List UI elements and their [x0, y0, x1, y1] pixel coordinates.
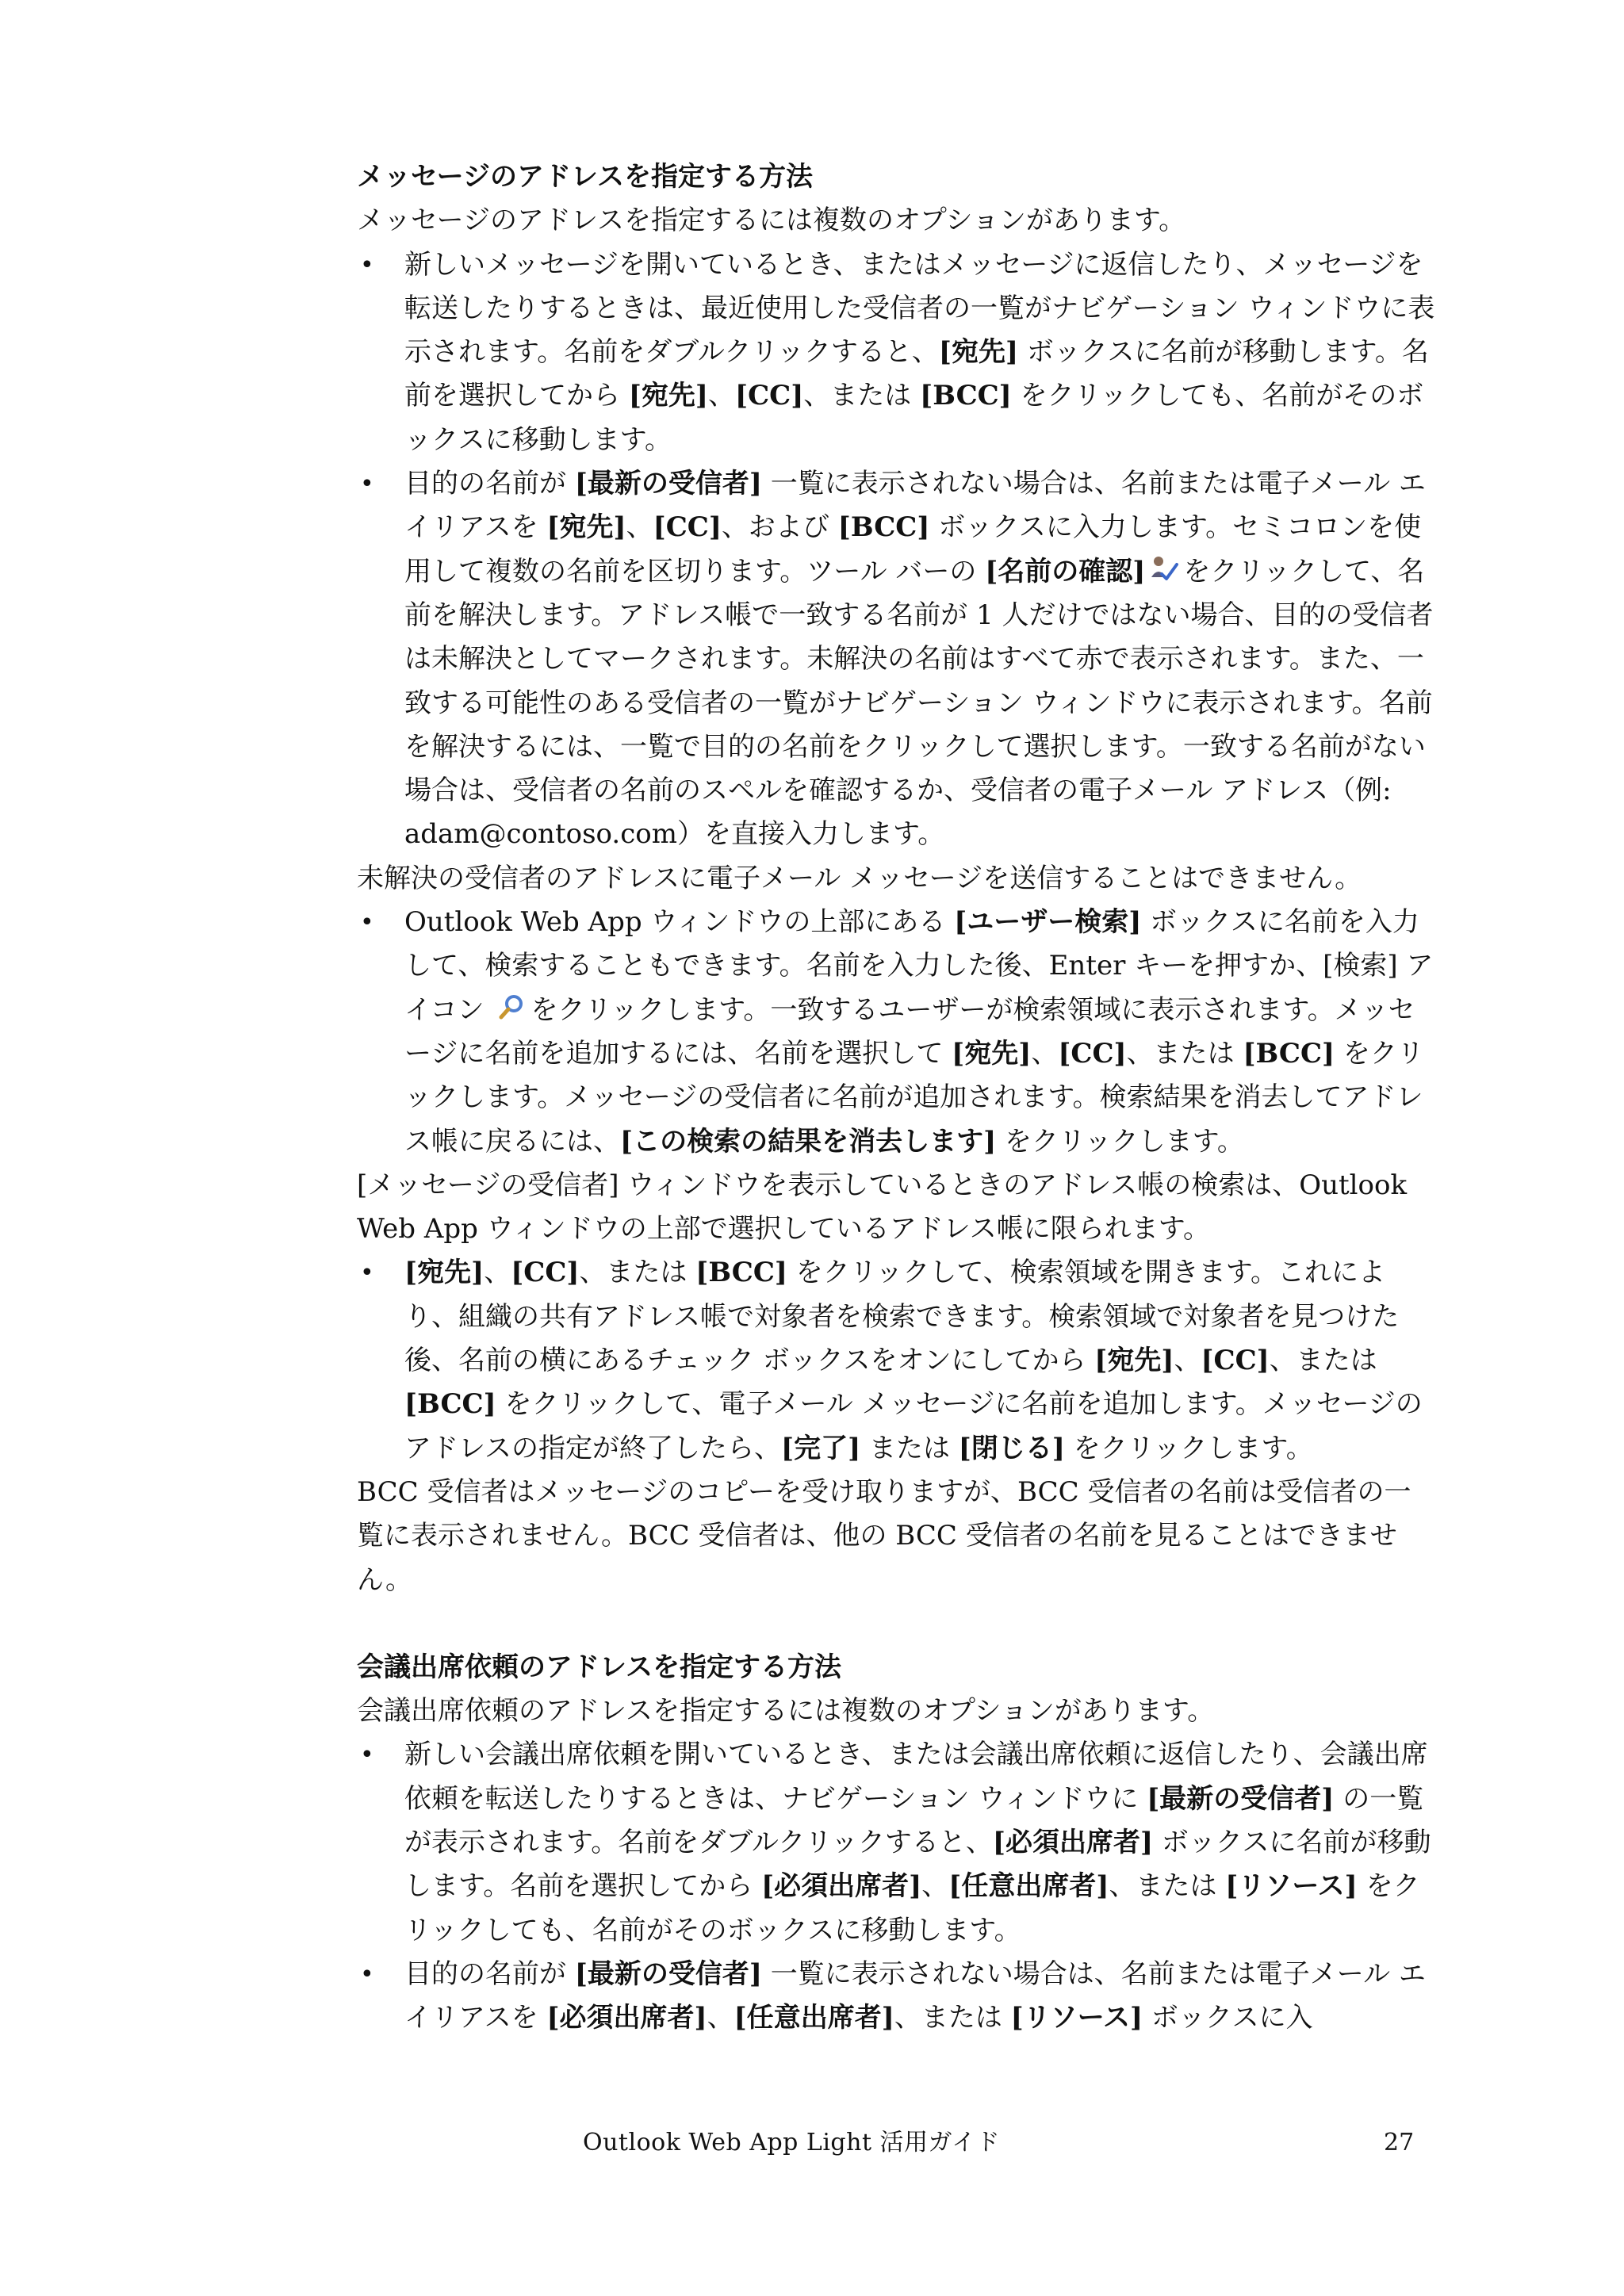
bullet-list: [357, 1251, 1435, 1470]
text-run: をクリックします。: [1064, 1432, 1313, 1464]
ui-term-cc: [CC]: [735, 380, 804, 412]
section-heading: メッセージのアドレスを指定する方法: [357, 161, 813, 193]
text-run: をクリックして、検索領域を開きます。これにより、組織の共有アドレス帳で対象者を検索できます。検索領域で対象者を見つけた後、名前の横にあるチェック ボックスをオンにしてから: [404, 1257, 1400, 1377]
text-run: 、: [1031, 1037, 1059, 1070]
ui-term-cc: [CC]: [1201, 1345, 1270, 1377]
text-run: 、または: [1126, 1037, 1243, 1070]
text-run: をクリックします。: [996, 1125, 1244, 1158]
list-item: [357, 901, 1435, 1164]
section-heading: 会議出席依頼のアドレスを指定する方法: [357, 1651, 841, 1683]
text-run: 、または: [1269, 1345, 1377, 1377]
bullet-list: [357, 243, 1435, 857]
text-run: の一覧が表示されます。名前をダブルクリックすると、: [404, 1782, 1424, 1858]
ui-term-check-names: [名前の確認]: [985, 555, 1146, 587]
text-run: 、または: [1109, 1870, 1226, 1903]
ui-term-required: [必須出席者]: [761, 1870, 922, 1903]
text-run: ボックスに名前が移動します。名前を選択してから: [404, 336, 1429, 412]
text-run: ボックスに入力します。セミコロンを使用して複数の名前を区切ります。ツール バーの: [404, 511, 1422, 587]
ui-term-bcc: [BCC]: [695, 1257, 787, 1289]
text-run: をクリックしても、名前がそのボックスに移動します。: [404, 380, 1424, 456]
ui-term-recent: [最新の受信者]: [574, 1957, 762, 1990]
section-spacer: [357, 1602, 1435, 1646]
note-address-book: [メッセージの受信者] ウィンドウを表示しているときのアドレス帳の検索は、Outlook Web App ウィンドウの上部で選択しているアドレス帳に限られます。: [357, 1169, 1408, 1246]
text-run: 、: [708, 380, 735, 412]
ui-term-cc: [CC]: [511, 1257, 580, 1289]
bullet-list: [357, 901, 1435, 1164]
ui-term-resources: [リソース]: [1010, 2002, 1143, 2034]
text-run: 一覧に表示されない場合は、名前または電子メール エイリアスを: [404, 468, 1426, 544]
list-item: [357, 1251, 1435, 1470]
ui-term-find-someone: [ユーザー検索]: [954, 906, 1142, 939]
text-run: をクリックします。メッセージの受信者に名前が追加されます。検索結果を消去してアドレス帳に戻るには、: [404, 1037, 1424, 1158]
text-run: 目的の名前が: [404, 468, 575, 500]
list-item: [357, 1733, 1435, 1952]
list-item: [357, 1953, 1435, 2041]
ui-term-to: [宛先]: [952, 1037, 1032, 1070]
ui-term-required: [必須出席者]: [546, 2002, 707, 2034]
text-run: 、または: [803, 380, 921, 412]
bullet-list: [357, 1733, 1435, 2040]
ui-term-optional: [任意出席者]: [733, 2002, 894, 2034]
text-run: ボックスに名前が移動します。名前を選択してから: [404, 1826, 1431, 1903]
text-run: 一覧に表示されない場合は、名前または電子メール エイリアスを: [404, 1957, 1426, 2034]
text-run: ボックスに名前を入力して、検索することもできます。名前を入力した後、Enter キーを押すか、[検索] アイコン: [404, 906, 1434, 1026]
text-run: 新しい会議出席依頼を開いているとき、または会議出席依頼に返信したり、会議出席依頼を転送したりするときは、ナビゲーション ウィンドウに: [404, 1739, 1428, 1815]
text-run: Outlook Web App ウィンドウの上部にある: [404, 906, 955, 939]
list-item: [357, 243, 1435, 462]
text-run: 、: [921, 1870, 949, 1903]
text-run: または: [860, 1432, 959, 1464]
text-run: をクリックして、名前を解決します。アドレス帳で一致する名前が 1 人だけではない場合、目的の受信者は未解決としてマークされます。未解決の名前はすべて赤で表示されます。また、一致する可能性のある受信者の一覧がナビゲーション ウィンドウに表示されます。名前を解決するには、一覧で目的の名前をクリックして選択します。一致する名前がない場合は、受信者の名前のスペルを確認するか、受信者の電子メール アドレス（例: adam@contoso.com）を直接入力します。: [404, 555, 1434, 851]
ui-term-recent: [最新の受信者]: [1147, 1782, 1335, 1815]
section-intro: 会議出席依頼のアドレスを指定するには複数のオプションがあります。: [357, 1695, 1215, 1728]
text-run: 、または: [894, 2002, 1011, 2034]
ui-term-close: [閉じる]: [958, 1432, 1065, 1464]
check-names-icon: [1148, 553, 1180, 585]
footer-title: Outlook Web App Light 活用ガイド: [583, 2129, 1001, 2156]
ui-term-optional: [任意出席者]: [948, 1870, 1109, 1903]
note-unresolved: 未解決の受信者のアドレスに電子メール メッセージを送信することはできません。: [357, 862, 1362, 894]
text-run: 、: [707, 2002, 734, 2034]
section-intro: メッセージのアドレスを指定するには複数のオプションがあります。: [357, 205, 1186, 237]
ui-term-to: [宛先]: [1094, 1345, 1174, 1377]
list-item: [357, 462, 1435, 857]
ui-term-to: [宛先]: [938, 336, 1019, 369]
page-number: 27: [1384, 2129, 1415, 2156]
text-run: 新しいメッセージを開いているとき、またはメッセージに返信したり、メッセージを転送したりするときは、最近使用した受信者の一覧がナビゲーション ウィンドウに表示されます。名前をダブルクリックすると、: [404, 248, 1435, 369]
text-run: をクリックしても、名前がそのボックスに移動します。: [404, 1870, 1420, 1946]
text-run: 目的の名前が: [404, 1957, 575, 1990]
text-run: をクリックして、電子メール メッセージに名前を追加します。メッセージのアドレスの指定が終了したら、: [404, 1388, 1423, 1464]
text-run: 、: [484, 1257, 511, 1289]
ui-term-cc: [CC]: [653, 511, 722, 544]
text-run: をクリックします。一致するユーザーが検索領域に表示されます。メッセージに名前を追加するには、名前を選択して: [404, 993, 1415, 1070]
ui-term-bcc: [BCC]: [404, 1388, 496, 1421]
text-run: 、: [1174, 1345, 1201, 1377]
ui-term-bcc: [BCC]: [837, 511, 930, 544]
ui-term-to: [宛先]: [628, 380, 708, 412]
page-content: [357, 155, 1435, 2040]
text-run: 、: [626, 511, 653, 544]
text-run: ボックスに入: [1143, 2002, 1313, 2034]
ui-term-bcc: [BCC]: [920, 380, 1012, 412]
ui-term-cc: [CC]: [1058, 1037, 1127, 1070]
text-run: 、および: [721, 511, 838, 544]
search-magnifier-icon: [496, 992, 527, 1024]
note-bcc: BCC 受信者はメッセージのコピーを受け取りますが、BCC 受信者の名前は受信者の一覧に表示されません。BCC 受信者は、他の BCC 受信者の名前を見ることはできません。: [357, 1475, 1411, 1596]
ui-term-clear-results: [この検索の結果を消去します]: [620, 1125, 997, 1158]
text-run: 、または: [579, 1257, 696, 1289]
ui-term-to: [宛先]: [404, 1257, 485, 1289]
ui-term-recent: [最新の受信者]: [574, 468, 762, 500]
ui-term-required: [必須出席者]: [992, 1826, 1154, 1858]
ui-term-done: [完了]: [780, 1432, 861, 1464]
ui-term-to: [宛先]: [546, 511, 626, 544]
ui-term-bcc: [BCC]: [1243, 1037, 1335, 1070]
ui-term-resources: [リソース]: [1225, 1870, 1358, 1903]
